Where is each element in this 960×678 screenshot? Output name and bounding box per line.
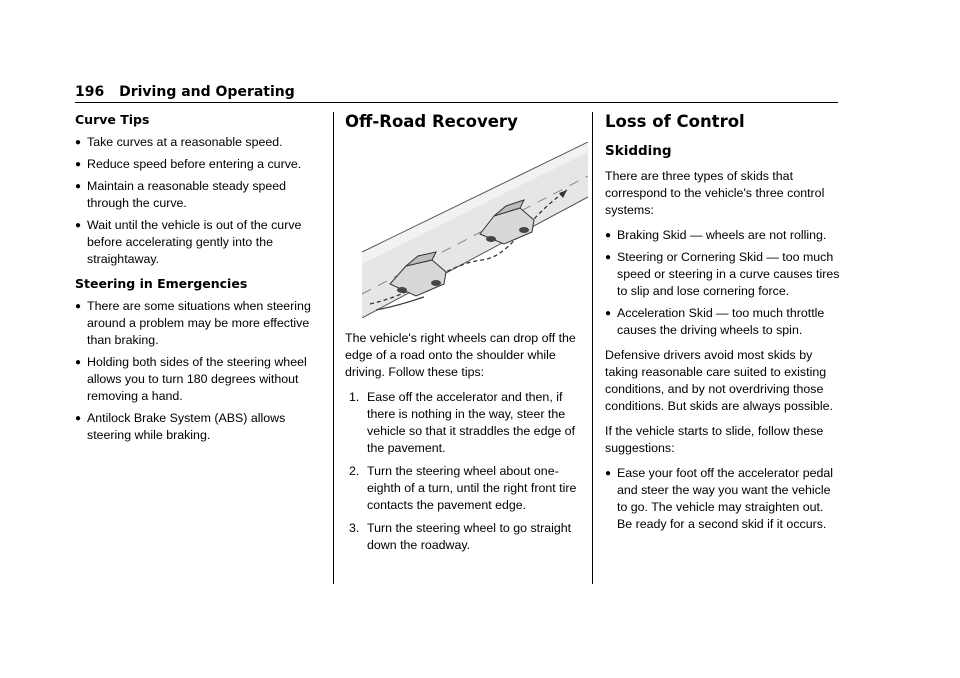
column-middle bbox=[345, 112, 581, 560]
column-divider-1 bbox=[333, 112, 334, 584]
step-number: 3. bbox=[349, 521, 360, 535]
loss-of-control-heading: Loss of Control bbox=[605, 112, 745, 131]
slide-suggestions-list bbox=[605, 465, 841, 533]
list-item: ● Ease your foot off the accelerator pedal and steer the way you want the vehicle to go. The vehicle may straighten out. Be ready for a second skid if it occurs. bbox=[605, 466, 834, 531]
curve-tips-heading: Curve Tips bbox=[75, 112, 150, 127]
steering-emergencies-list bbox=[75, 298, 321, 444]
skidding-intro: There are three types of skids that correspond to the vehicle's three control systems: bbox=[605, 169, 825, 217]
list-item: ● Take curves at a reasonable speed. bbox=[75, 135, 283, 149]
off-road-recovery-illustration bbox=[362, 142, 588, 318]
step-number: 2. bbox=[349, 464, 360, 478]
curve-tips-list bbox=[75, 134, 321, 268]
column-right bbox=[605, 112, 841, 541]
bullet-icon: ● bbox=[605, 230, 612, 241]
list-item: ● Steering or Cornering Skid — too much speed or steering in a curve causes tires to slip and lose cornering force. bbox=[605, 250, 840, 298]
skidding-heading: Skidding bbox=[605, 143, 672, 159]
bullet-icon: ● bbox=[605, 308, 612, 319]
list-item: ● Antilock Brake System (ABS) allows steering while braking. bbox=[75, 411, 286, 442]
page-header bbox=[75, 84, 838, 100]
off-road-recovery-heading: Off-Road Recovery bbox=[345, 112, 518, 131]
bullet-icon: ● bbox=[75, 181, 82, 192]
bullet-icon: ● bbox=[605, 252, 612, 263]
slide-paragraph: If the vehicle starts to slide, follow these suggestions: bbox=[605, 424, 824, 455]
step-number: 1. bbox=[349, 390, 360, 404]
list-item: 2. Turn the steering wheel about one-eighth of a turn, until the right front tire contacts the pavement edge. bbox=[349, 464, 577, 512]
road-shoulder bbox=[362, 150, 588, 318]
bullet-icon: ● bbox=[75, 137, 82, 148]
page-number: 196 bbox=[75, 84, 105, 100]
column-left bbox=[75, 112, 321, 452]
off-road-steps bbox=[345, 389, 581, 554]
bullet-icon: ● bbox=[75, 159, 82, 170]
steering-emergencies-heading: Steering in Emergencies bbox=[75, 276, 248, 291]
list-item: ● Wait until the vehicle is out of the curve before accelerating gently into the straightaway. bbox=[75, 218, 302, 266]
list-item: 3. Turn the steering wheel to go straight down the roadway. bbox=[349, 521, 572, 552]
bullet-icon: ● bbox=[75, 357, 82, 368]
list-item: ● Braking Skid — wheels are not rolling. bbox=[605, 228, 827, 242]
column-divider-2 bbox=[592, 112, 593, 584]
bullet-icon: ● bbox=[75, 413, 82, 424]
list-item: ● There are some situations when steering around a problem may be more effective than braking. bbox=[75, 299, 311, 347]
bullet-icon: ● bbox=[605, 468, 612, 479]
list-item: ● Acceleration Skid — too much throttle causes the driving wheels to spin. bbox=[605, 306, 825, 337]
bullet-icon: ● bbox=[75, 220, 82, 231]
chapter-title: Driving and Operating bbox=[119, 84, 295, 100]
bullet-icon: ● bbox=[75, 301, 82, 312]
list-item: ● Maintain a reasonable steady speed through the curve. bbox=[75, 179, 287, 210]
list-item: ● Reduce speed before entering a curve. bbox=[75, 157, 302, 171]
off-road-intro: The vehicle's right wheels can drop off the edge of a road onto the shoulder while driving. Follow these tips: bbox=[345, 331, 576, 379]
header-rule bbox=[75, 102, 838, 103]
skid-types-list bbox=[605, 227, 841, 339]
defensive-drivers-paragraph: Defensive drivers avoid most skids by taking reasonable care suited to existing conditions, and by not overdriving those conditions. But skids are always possible. bbox=[605, 348, 833, 413]
list-item: ● Holding both sides of the steering wheel allows you to turn 180 degrees without removing a hand. bbox=[75, 355, 307, 403]
list-item: 1. Ease off the accelerator and then, if there is nothing in the way, steer the vehicle so that it straddles the edge of the pavement. bbox=[349, 390, 576, 455]
